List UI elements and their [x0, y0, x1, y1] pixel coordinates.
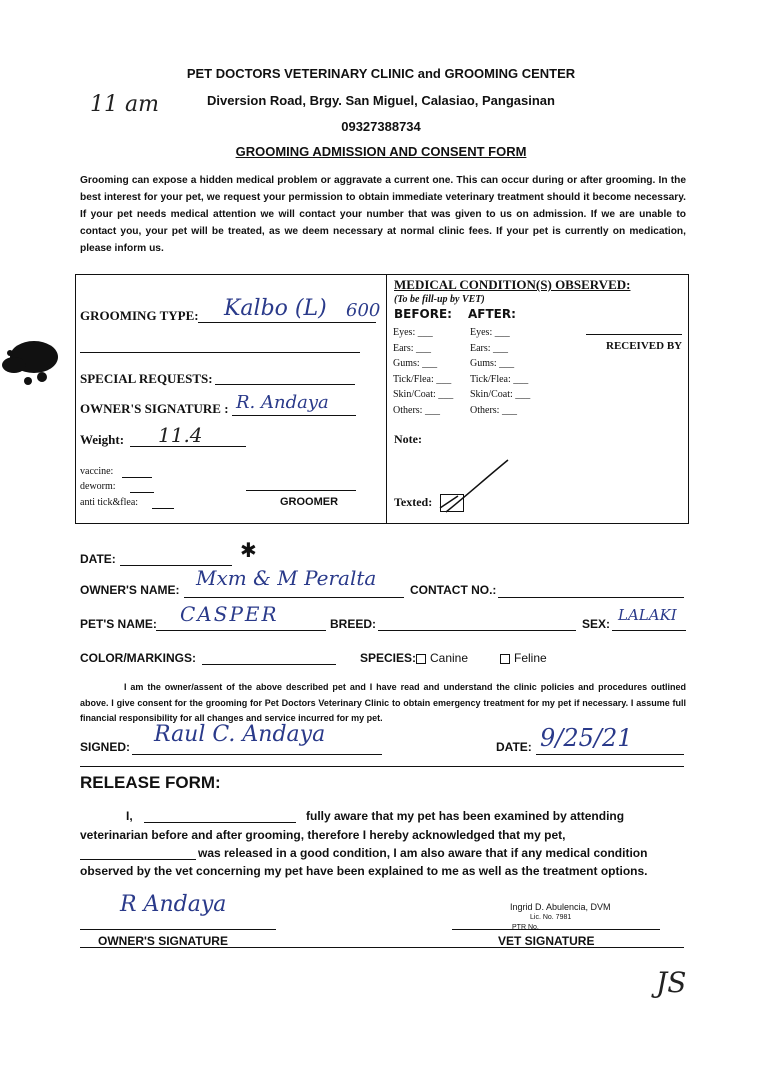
pet-name-value: CASPER	[180, 602, 279, 626]
release-title: RELEASE FORM:	[80, 773, 221, 792]
grooming-extra-line	[80, 352, 360, 353]
after-list	[470, 325, 530, 419]
sex-value: LALAKI	[618, 606, 677, 624]
owner-signature-label: OWNER'S SIGNATURE :	[80, 401, 229, 416]
release-owner-signature: R Andaya	[120, 892, 227, 917]
species-canine-option[interactable]	[416, 651, 468, 665]
before-item: Eyes: ___	[393, 327, 433, 338]
signed-label: SIGNED:	[80, 740, 131, 754]
contact-line	[498, 597, 684, 598]
sex-line	[612, 630, 686, 631]
received-by-label: RECEIVED BY	[606, 340, 683, 352]
release-top-rule	[80, 766, 684, 767]
before-list	[393, 325, 453, 419]
after-label: AFTER:	[468, 307, 516, 321]
antitick-line	[152, 508, 174, 509]
clinic-phone: 09327388734	[341, 119, 421, 134]
signed-date-line	[536, 754, 684, 755]
grooming-price-value: 600	[346, 300, 381, 321]
deworm-line	[130, 492, 154, 493]
release-owner-signature-line	[80, 929, 276, 930]
vet-signature-line	[452, 929, 660, 930]
color-line	[202, 664, 336, 665]
received-by-line	[586, 334, 682, 335]
antitick-label: anti tick&flea:	[80, 497, 139, 508]
canine-checkbox[interactable]	[416, 654, 426, 664]
texted-label: Texted:	[394, 495, 433, 509]
owner-signature-value: R. Andaya	[236, 392, 329, 413]
species-feline-option[interactable]	[500, 651, 547, 665]
after-item: Others: ___	[470, 404, 517, 416]
breed-line	[378, 630, 576, 631]
breed-label: BREED:	[330, 617, 377, 631]
owner-name-line	[184, 597, 404, 598]
form-title: GROOMING ADMISSION AND CONSENT FORM	[235, 144, 527, 159]
owner-name-label: OWNER'S NAME:	[80, 583, 180, 597]
clinic-name: PET DOCTORS VETERINARY CLINIC and GROOMING CENTER	[186, 66, 576, 81]
date-label: DATE:	[80, 552, 116, 566]
signed-line	[132, 754, 382, 755]
contact-label: CONTACT NO.:	[410, 583, 497, 597]
vet-ptr: PTR No.	[512, 924, 539, 931]
vet-signature-label: VET SIGNATURE	[498, 934, 595, 948]
vet-license: Lic. No. 7981	[530, 914, 572, 921]
vaccine-line	[122, 477, 152, 478]
release-owner-signature-label: OWNER'S SIGNATURE	[98, 934, 228, 948]
before-item: Others: ___	[393, 404, 440, 416]
weight-value: 11.4	[158, 423, 203, 447]
initials: JS	[656, 966, 687, 999]
grooming-type-label: GROOMING TYPE:	[80, 308, 199, 323]
release-pet-line	[80, 859, 196, 860]
species-label: SPECIES:	[360, 651, 417, 665]
asterisk-icon: ✱	[240, 540, 257, 562]
release-owner-line	[144, 822, 296, 823]
after-item: Tick/Flea: ___	[470, 373, 529, 385]
after-item: Gums: ___	[470, 358, 515, 370]
before-item: Skin/Coat: ___	[393, 389, 454, 401]
vaccine-label: vaccine:	[80, 466, 114, 477]
check-mark-icon	[436, 456, 516, 521]
vet-name: Ingrid D. Abulencia, DVM	[510, 902, 611, 912]
special-requests-label: SPECIAL REQUESTS:	[80, 371, 213, 386]
canine-label: Canine	[430, 651, 469, 665]
intro-paragraph: Grooming can expose a hidden medical problem or aggravate a current one. This can occur during or after grooming. In the best interest for your pet, we request your permission to obtain immediate veterinary treatment should it become necessary. If your pet needs medical attention we will contact your number that was given to us on admission. If we are unable to contact you, your pet will be treated, as we deem necessary at normal clinic fees. If your pet is currently on medication, please inform us.	[80, 175, 686, 254]
medical-subtitle: (To be fill-up by VET)	[394, 294, 485, 305]
grooming-type-value: Kalbo (L)	[224, 296, 327, 321]
box-divider	[386, 274, 387, 524]
clinic-address: Diversion Road, Brgy. San Miguel, Calasiao, Pangasinan	[207, 93, 555, 108]
release-line1-suffix: fully aware that my pet has been examined by attending	[306, 809, 625, 823]
before-item: Tick/Flea: ___	[393, 373, 452, 385]
before-item: Gums: ___	[393, 358, 438, 370]
medical-title: MEDICAL CONDITION(S) OBSERVED:	[394, 277, 631, 292]
groomer-line	[246, 490, 356, 491]
consent-paragraph: I am the owner/assent of the above described pet and I have read and understand the clinic policies and procedures outlined above. I give consent for the grooming for Pet Doctors Veterinary Clinic to obtain emergency treatment for my pet if necessary. I assume full financial responsibility for all changes and service incurred for my pet.	[80, 682, 686, 723]
after-item: Eyes: ___	[470, 327, 510, 338]
deworm-label: deworm:	[80, 481, 116, 492]
owner-signature-line	[232, 415, 356, 416]
signed-date-value: 9/25/21	[540, 724, 633, 752]
feline-label: Feline	[514, 651, 547, 665]
color-label: COLOR/MARKINGS:	[80, 651, 196, 665]
groomer-label: GROOMER	[280, 496, 339, 508]
handwritten-time: 11 am	[90, 92, 159, 117]
ink-blot-icon	[0, 335, 70, 400]
release-line2: veterinarian before and after grooming, therefore I hereby acknowledged that my pet,	[80, 828, 566, 842]
before-label: BEFORE:	[394, 307, 452, 321]
special-requests-line	[215, 384, 355, 385]
note-label: Note:	[394, 432, 422, 446]
feline-checkbox[interactable]	[500, 654, 510, 664]
grooming-type-line	[198, 322, 376, 323]
weight-label: Weight:	[80, 432, 125, 447]
owner-name-value: Mxm & M Peralta	[196, 566, 377, 590]
pet-name-line	[156, 630, 326, 631]
release-line1-prefix: I,	[126, 809, 133, 823]
signed-date-label: DATE:	[496, 740, 532, 754]
after-item: Ears: ___	[470, 342, 509, 354]
release-line4: observed by the vet concerning my pet have been explained to me as well as the treatment options.	[80, 864, 648, 878]
release-line3-suffix: was released in a good condition, I am also aware that if any medical condition	[198, 846, 648, 860]
release-bottom-rule	[80, 947, 684, 948]
before-item: Ears: ___	[393, 342, 432, 354]
sex-label: SEX:	[582, 617, 611, 631]
after-item: Skin/Coat: ___	[470, 389, 531, 401]
pet-name-label: PET'S NAME:	[80, 617, 157, 631]
signed-value: Raul C. Andaya	[154, 722, 326, 747]
